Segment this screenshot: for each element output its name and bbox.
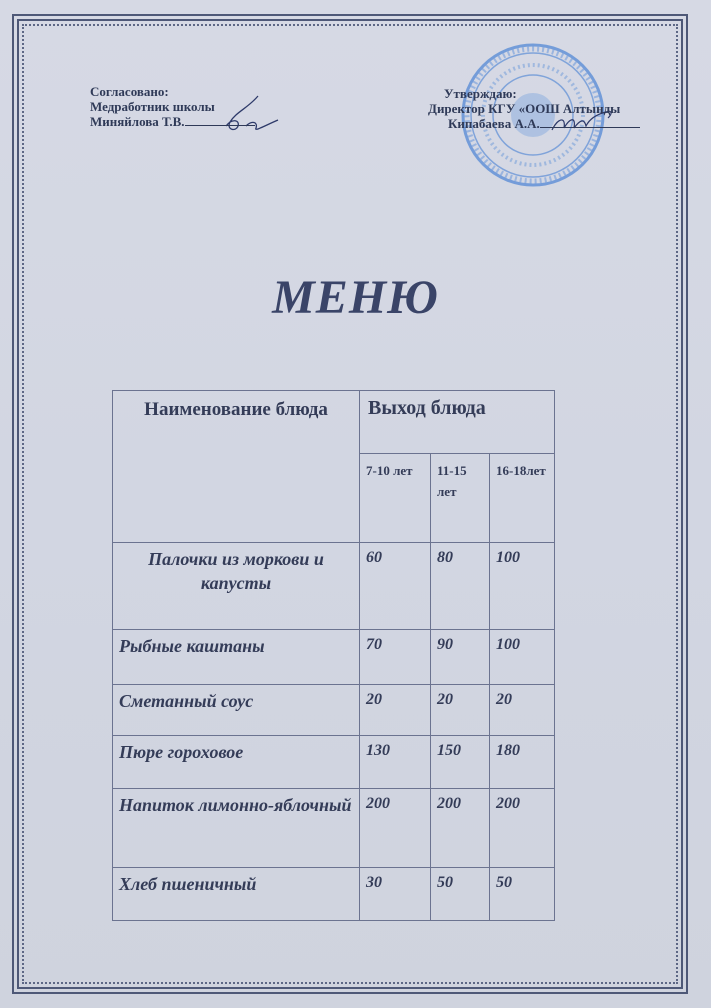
header-age-11-15: 11-15 лет xyxy=(431,454,490,543)
table-row xyxy=(113,868,555,921)
table-row xyxy=(113,789,555,868)
approve-label: Утверждаю: xyxy=(444,86,517,101)
director-title: Директор КГУ «ООШ Алтынды xyxy=(428,101,621,116)
header-output: Выход блюда xyxy=(360,391,555,454)
portion-value: 80 xyxy=(431,543,490,630)
table-row xyxy=(113,685,555,736)
signature-line xyxy=(540,127,640,128)
agreed-label: Согласовано: xyxy=(90,84,169,99)
page-title: МЕНЮ xyxy=(272,271,439,324)
portion-value: 50 xyxy=(431,868,490,921)
nurse-name-line xyxy=(90,114,255,129)
dish-name: Палочки из моркови и капусты xyxy=(113,543,360,630)
portion-value: 70 xyxy=(360,630,431,685)
portion-value: 20 xyxy=(431,685,490,736)
nurse-name: Миняйлова Т.В. xyxy=(90,114,185,129)
portion-value: 100 xyxy=(490,630,555,685)
header-age-7-10: 7-10 лет xyxy=(360,454,431,543)
table-row xyxy=(113,630,555,685)
signature-line xyxy=(185,125,255,126)
portion-value: 50 xyxy=(490,868,555,921)
menu-table xyxy=(112,390,555,921)
table-row xyxy=(113,736,555,789)
director-name: Кипабаева А.А. xyxy=(448,116,540,131)
portion-value: 150 xyxy=(431,736,490,789)
dish-name: Хлеб пшеничный xyxy=(113,868,360,921)
portion-value: 90 xyxy=(431,630,490,685)
dish-name: Напиток лимонно-яблочный xyxy=(113,789,360,868)
approval-block-left xyxy=(90,84,255,129)
dish-name: Сметанный соус xyxy=(113,685,360,736)
portion-value: 180 xyxy=(490,736,555,789)
table-row xyxy=(113,543,555,630)
portion-value: 30 xyxy=(360,868,431,921)
portion-value: 100 xyxy=(490,543,555,630)
nurse-title: Медработник школы xyxy=(90,99,215,114)
portion-value: 20 xyxy=(490,685,555,736)
dish-name: Пюре гороховое xyxy=(113,736,360,789)
approval-block-right xyxy=(428,86,640,131)
portion-value: 200 xyxy=(490,789,555,868)
dish-name: Рыбные каштаны xyxy=(113,630,360,685)
portion-value: 200 xyxy=(360,789,431,868)
portion-value: 20 xyxy=(360,685,431,736)
portion-value: 200 xyxy=(431,789,490,868)
portion-value: 60 xyxy=(360,543,431,630)
director-name-line xyxy=(428,116,640,131)
header-age-16-18: 16-18лет xyxy=(490,454,555,543)
header-dish-name: Наименование блюда xyxy=(113,391,360,543)
portion-value: 130 xyxy=(360,736,431,789)
